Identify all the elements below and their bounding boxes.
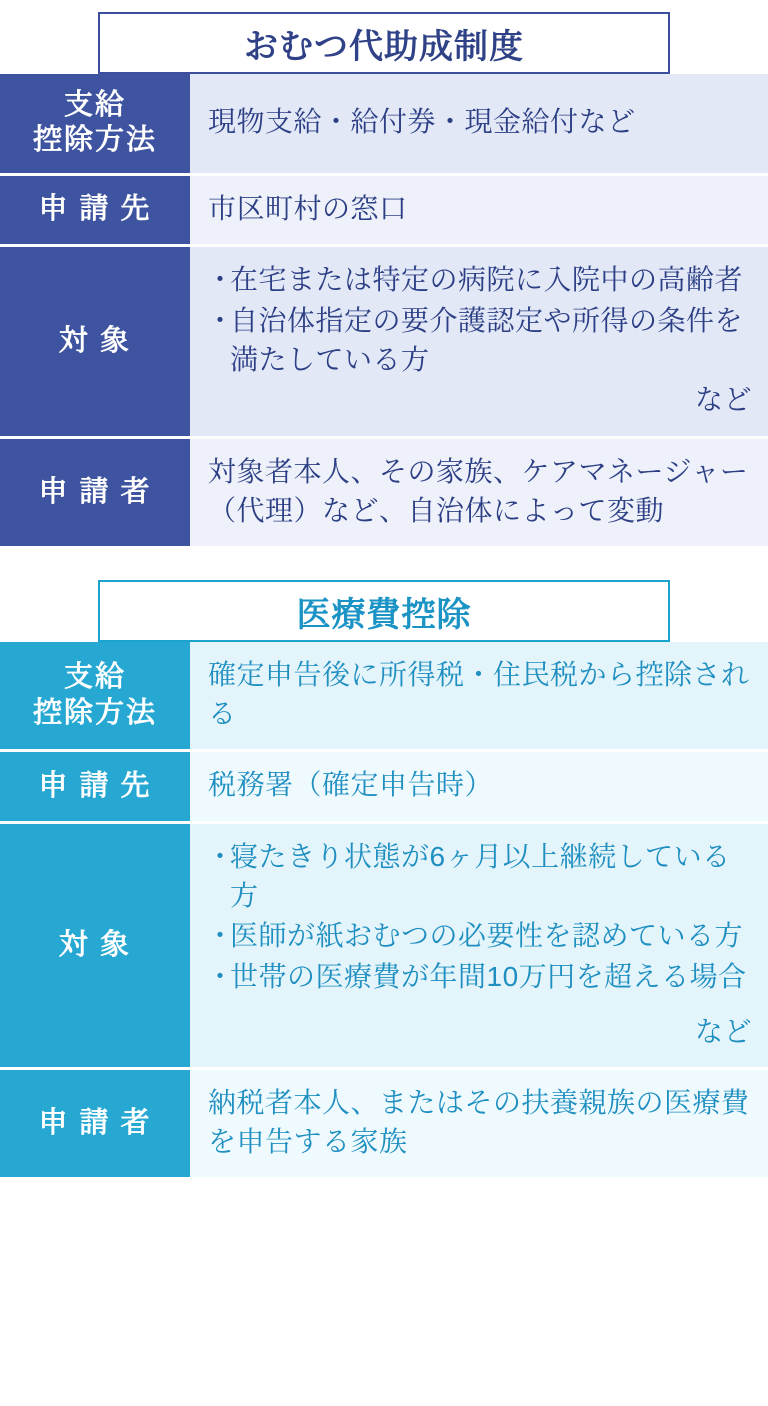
bullet-list (208, 838, 752, 997)
label-line: 申 請 先 (38, 193, 152, 226)
table-medical-deduction (0, 642, 768, 1177)
list-item: ・ 自治体指定の要介護認定や所得の条件を満たしている方 (208, 302, 752, 379)
table-row (0, 642, 768, 749)
list-item: ・ 世帯の医療費が年間10万円を超える場合 (208, 958, 752, 997)
table-row (0, 439, 768, 546)
label-line: 申 請 先 (38, 770, 152, 802)
table-diaper-subsidy (0, 74, 768, 546)
label-line: 申 請 者 (38, 475, 152, 508)
table-row (0, 1070, 768, 1177)
row-label-applicant (0, 1070, 190, 1177)
row-label-target (0, 247, 190, 436)
label-line: 支給 (63, 661, 126, 694)
label-line: 控除方法 (32, 696, 157, 729)
label-line: 対 象 (58, 324, 132, 357)
table-row (0, 824, 768, 1067)
row-value-payment-method: 現物支給・給付券・現金給付など (190, 74, 768, 173)
section-spacer (0, 546, 768, 580)
row-value-target (190, 824, 768, 1067)
table-row (0, 176, 768, 245)
bullet-list (208, 261, 752, 379)
target-note: など (694, 384, 752, 416)
list-item: ・ 寝たきり状態が6ヶ月以上継続している方 (208, 838, 752, 915)
row-label-application-place (0, 752, 190, 821)
row-value-target (190, 247, 768, 436)
row-label-payment-method (0, 642, 190, 749)
row-label-payment-method (0, 74, 190, 173)
table-row (0, 247, 768, 436)
list-item: ・ 医師が紙おむつの必要性を認めている方 (208, 917, 752, 956)
row-value-applicant: 納税者本人、またはその扶養親族の医療費を申告する家族 (190, 1070, 768, 1177)
section-title-diaper-subsidy: おむつ代助成制度 (98, 12, 670, 74)
label-line: 申 請 者 (38, 1107, 152, 1140)
row-value-application-place: 税務署（確定申告時） (190, 752, 768, 821)
label-line: 控除方法 (32, 124, 157, 157)
list-item: ・ 在宅または特定の病院に入院中の高齢者 (208, 261, 752, 300)
row-label-applicant (0, 439, 190, 546)
label-line: 支給 (63, 89, 126, 121)
label-line: 対 象 (58, 928, 132, 961)
row-label-target (0, 824, 190, 1067)
row-value-payment-method: 確定申告後に所得税・住民税から控除される (190, 642, 768, 749)
row-value-applicant: 対象者本人、その家族、ケアマネージャー（代理）など、自治体によって変動 (190, 439, 768, 546)
table-row (0, 74, 768, 173)
section-title-medical-deduction: 医療費控除 (98, 580, 670, 642)
top-spacer (0, 0, 768, 12)
row-value-application-place: 市区町村の窓口 (190, 176, 768, 245)
row-label-application-place (0, 176, 190, 245)
table-row (0, 752, 768, 821)
target-note: など (694, 1015, 752, 1047)
